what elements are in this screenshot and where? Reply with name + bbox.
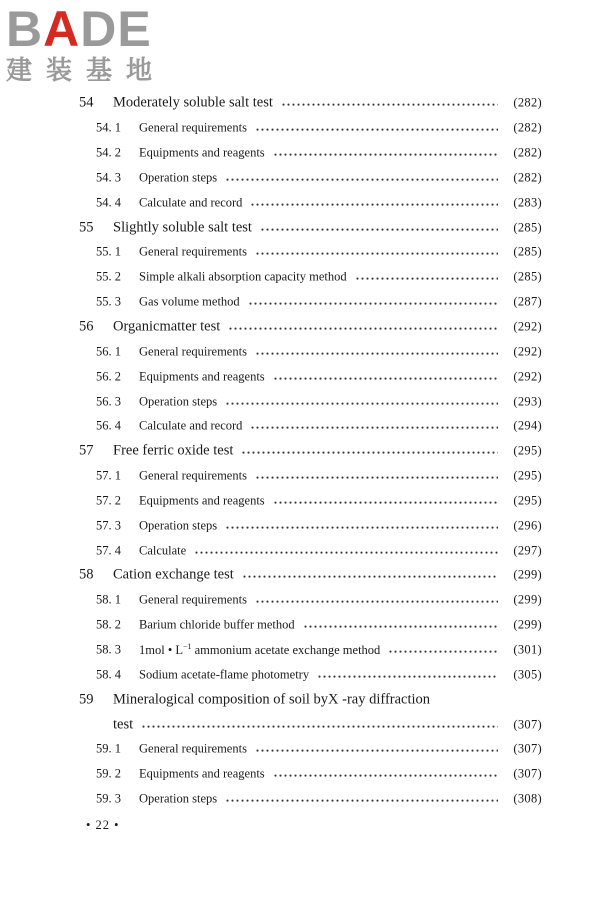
toc-entry-number: 58 (79, 566, 94, 583)
toc-entry (0, 389, 600, 414)
toc-dot-leader (273, 774, 498, 778)
toc-page-number: (301) (513, 642, 542, 657)
toc-dot-leader (225, 799, 498, 803)
toc-entry-title: Equipments and reagents (139, 493, 265, 508)
toc-page-number: (299) (513, 617, 542, 632)
toc-entry-title: Equipments and reagents (139, 369, 265, 384)
page-number: • 22 • (86, 818, 120, 832)
toc-entry-number: 54 (79, 94, 94, 111)
toc-entry-title: General requirements (139, 468, 247, 483)
toc-entry (0, 215, 600, 240)
toc-entry-number: 59 (79, 691, 94, 708)
toc-entry-title: Cation exchange test (113, 566, 234, 583)
toc-entry-title: Simple alkali absorption capacity method (139, 269, 347, 284)
toc-dot-leader (255, 252, 498, 256)
bade-logo (6, 1, 181, 86)
toc-dot-leader (273, 153, 498, 157)
toc-entry (0, 737, 600, 762)
toc-entry (0, 116, 600, 141)
toc-dot-leader (228, 327, 498, 331)
toc-entry-number: 56. 1 (96, 344, 121, 359)
toc-entry-number: 56. 4 (96, 418, 121, 433)
logo-wordmark: BADE (6, 1, 152, 57)
toc-page-number: (305) (513, 667, 542, 682)
toc-entry-number: 59. 1 (96, 741, 121, 756)
toc-dot-leader (303, 625, 498, 629)
toc-entry-number: 59. 2 (96, 766, 121, 781)
toc-dot-leader (255, 600, 498, 604)
toc-page-number: (282) (513, 120, 542, 135)
logo-subtitle: 建装基地 (6, 56, 167, 86)
toc-dot-leader (255, 128, 498, 132)
toc-entry-number: 56. 2 (96, 369, 121, 384)
toc-entry (0, 339, 600, 364)
toc-entry (0, 787, 600, 812)
toc-entry-title: General requirements (139, 120, 247, 135)
toc-page-number: (292) (513, 344, 542, 359)
toc-entry-number: 58. 2 (96, 617, 121, 632)
toc-entry (0, 315, 600, 340)
toc-entry (0, 513, 600, 538)
toc-dot-leader (260, 227, 498, 231)
toc-entry (0, 638, 600, 663)
toc-entry-number: 57. 3 (96, 518, 121, 533)
table-of-contents (0, 91, 600, 811)
toc-entry-number: 57 (79, 442, 94, 459)
toc-page-number: (285) (513, 244, 542, 259)
toc-dot-leader (241, 451, 498, 455)
toc-entry-title: General requirements (139, 741, 247, 756)
toc-entry-title: Organicmatter test (113, 318, 221, 335)
toc-dot-leader (255, 749, 498, 753)
toc-page-number: (307) (513, 741, 542, 756)
toc-entry-title: Sodium acetate-flame photometry (139, 667, 310, 682)
toc-page-number: (299) (513, 592, 542, 607)
toc-entry (0, 563, 600, 588)
toc-dot-leader (388, 650, 498, 654)
toc-entry (0, 489, 600, 514)
toc-dot-leader (248, 302, 498, 306)
toc-page-number: (295) (513, 493, 542, 508)
toc-entry-title: Free ferric oxide test (113, 442, 234, 459)
toc-entry-title: Barium chloride buffer method (139, 617, 295, 632)
toc-page-number: (292) (513, 319, 542, 334)
toc-page-number: (307) (513, 717, 542, 732)
toc-entry-number: 56. 3 (96, 394, 121, 409)
toc-page-number: (285) (513, 220, 542, 235)
toc-entry (0, 588, 600, 613)
toc-entry (0, 464, 600, 489)
toc-page-number: (282) (513, 145, 542, 160)
toc-entry (0, 662, 600, 687)
toc-entry-number: 55 (79, 219, 94, 236)
toc-entry (0, 414, 600, 439)
toc-page-number: (296) (513, 518, 542, 533)
toc-entry-number: 58. 3 (96, 642, 121, 657)
toc-entry-number: 58. 1 (96, 592, 121, 607)
toc-entry (0, 265, 600, 290)
toc-dot-leader (250, 202, 498, 206)
toc-page-number: (292) (513, 369, 542, 384)
toc-entry-title: Gas volume method (139, 294, 240, 309)
toc-entry-number: 58. 4 (96, 667, 121, 682)
toc-entry-number: 56 (79, 318, 94, 335)
toc-entry-number: 57. 4 (96, 543, 121, 558)
toc-entry (0, 240, 600, 265)
toc-entry-title (139, 642, 380, 658)
toc-entry (0, 364, 600, 389)
toc-dot-leader (141, 724, 498, 728)
toc-dot-leader (225, 178, 498, 182)
toc-page-number: (297) (513, 543, 542, 558)
toc-entry-title: Operation steps (139, 518, 218, 533)
toc-entry-title: Equipments and reagents (139, 766, 265, 781)
toc-dot-leader (317, 674, 498, 678)
toc-dot-leader (355, 277, 498, 281)
toc-entry-title: General requirements (139, 344, 247, 359)
toc-entry (0, 762, 600, 787)
toc-entry-title-part: ammonium acetate exchange method (191, 642, 381, 657)
toc-page-number: (285) (513, 269, 542, 284)
toc-dot-leader (281, 103, 498, 107)
toc-page-number: (282) (513, 95, 542, 110)
toc-dot-leader (250, 426, 498, 430)
toc-page-number: (295) (513, 443, 542, 458)
toc-entry-number: 57. 1 (96, 468, 121, 483)
toc-entry-title: Moderately soluble salt test (113, 94, 273, 111)
toc-entry-number: 54. 3 (96, 170, 121, 185)
toc-dot-leader (225, 401, 498, 405)
toc-entry-title: General requirements (139, 244, 247, 259)
toc-entry-title: Equipments and reagents (139, 145, 265, 160)
toc-dot-leader (194, 550, 498, 554)
toc-entry (0, 712, 600, 737)
toc-dot-leader (255, 351, 498, 355)
toc-entry-number: 55. 3 (96, 294, 121, 309)
toc-page-number: (308) (513, 791, 542, 806)
toc-entry-title: Operation steps (139, 791, 218, 806)
toc-entry-number: 57. 2 (96, 493, 121, 508)
toc-entry (0, 141, 600, 166)
toc-entry (0, 687, 600, 712)
toc-dot-leader (225, 525, 498, 529)
toc-entry (0, 91, 600, 116)
toc-page-number: (283) (513, 195, 542, 210)
toc-page-number: (294) (513, 418, 542, 433)
toc-entry-title: Slightly soluble salt test (113, 219, 252, 236)
toc-page-number: (307) (513, 766, 542, 781)
toc-entry (0, 538, 600, 563)
toc-entry-title: Operation steps (139, 170, 218, 185)
toc-entry (0, 290, 600, 315)
toc-entry-title: Calculate (139, 543, 187, 558)
toc-entry (0, 439, 600, 464)
toc-entry (0, 613, 600, 638)
toc-entry-number: 55. 1 (96, 244, 121, 259)
toc-entry-title: test (113, 716, 134, 733)
toc-entry-title: Calculate and record (139, 195, 243, 210)
toc-entry-title: Operation steps (139, 394, 218, 409)
toc-entry-number: 54. 2 (96, 145, 121, 160)
toc-page-number: (299) (513, 567, 542, 582)
toc-dot-leader (273, 376, 498, 380)
toc-page-number: (287) (513, 294, 542, 309)
toc-entry-superscript: −1 (182, 641, 192, 651)
toc-entry (0, 166, 600, 191)
toc-dot-leader (273, 501, 498, 505)
toc-entry-title-part: 1mol • L (139, 642, 183, 657)
toc-entry-title: Mineralogical composition of soil byX -ray diffraction (113, 691, 431, 708)
toc-page-number: (293) (513, 394, 542, 409)
toc-page-number: (282) (513, 170, 542, 185)
toc-page-number: (295) (513, 468, 542, 483)
toc-entry-number: 54. 4 (96, 195, 121, 210)
toc-entry-number: 59. 3 (96, 791, 121, 806)
toc-entry-number: 54. 1 (96, 120, 121, 135)
toc-entry-title: Calculate and record (139, 418, 243, 433)
toc-dot-leader (255, 476, 498, 480)
toc-entry-title: General requirements (139, 592, 247, 607)
toc-dot-leader (242, 575, 498, 579)
toc-entry (0, 190, 600, 215)
toc-entry-number: 55. 2 (96, 269, 121, 284)
